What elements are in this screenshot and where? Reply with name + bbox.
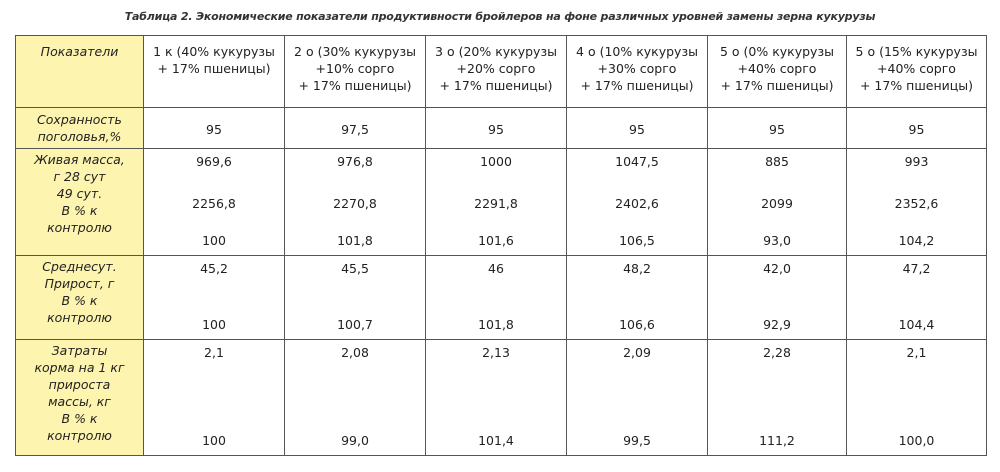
table-row-daily-gain xyxy=(16,256,987,340)
value-cell: 2,08 99,0 xyxy=(285,340,426,456)
value-cell: 97,5 xyxy=(285,108,426,149)
column-header: 2 о (30% кукурузы +10% сорго + 17% пшеницы) xyxy=(285,36,426,108)
value-cell: 976,8 2270,8 101,8 xyxy=(285,149,426,256)
column-header: 4 о (10% кукурузы +30% сорго + 17% пшеницы) xyxy=(567,36,708,108)
value-cell: 95 xyxy=(847,108,987,149)
value-cell: 1047,5 2402,6 106,5 xyxy=(567,149,708,256)
value-cell: 2,09 99,5 xyxy=(567,340,708,456)
table-row-live-weight xyxy=(16,149,987,256)
value-cell: 2,13 101,4 xyxy=(426,340,567,456)
value-cell: 48,2 106,6 xyxy=(567,256,708,340)
value-cell: 42,0 92,9 xyxy=(708,256,847,340)
table-row-feed-cost xyxy=(16,340,987,456)
column-header: 1 к (40% кукурузы + 17% пшеницы) xyxy=(144,36,285,108)
column-header: 3 о (20% кукурузы +20% сорго + 17% пшеницы) xyxy=(426,36,567,108)
column-header: 5 о (0% кукурузы +40% сорго + 17% пшеницы) xyxy=(708,36,847,108)
value-cell: 95 xyxy=(144,108,285,149)
value-cell: 2,28 111,2 xyxy=(708,340,847,456)
value-cell: 45,5 100,7 xyxy=(285,256,426,340)
header-row xyxy=(16,36,987,108)
header-label: Показатели xyxy=(16,36,144,108)
row-label: Затраты корма на 1 кг прироста массы, кг В % к контролю xyxy=(16,340,144,456)
value-cell: 45,2 100 xyxy=(144,256,285,340)
value-cell: 46 101,8 xyxy=(426,256,567,340)
value-cell: 47,2 104,4 xyxy=(847,256,987,340)
value-cell: 969,6 2256,8 100 xyxy=(144,149,285,256)
value-cell: 885 2099 93,0 xyxy=(708,149,847,256)
table-caption: Таблица 2. Экономические показатели продуктивности бройлеров на фоне различных уровней замены зерна кукурузы xyxy=(124,10,876,23)
value-cell: 95 xyxy=(708,108,847,149)
value-cell: 95 xyxy=(426,108,567,149)
row-label: Сохранность поголовья,% xyxy=(16,108,144,149)
column-header: 5 о (15% кукурузы +40% сорго + 17% пшеницы) xyxy=(847,36,987,108)
row-label: Живая масса, г 28 сут 49 сут. В % к контролю xyxy=(16,149,144,256)
value-cell: 993 2352,6 104,2 xyxy=(847,149,987,256)
productivity-table xyxy=(15,35,987,456)
value-cell: 1000 2291,8 101,6 xyxy=(426,149,567,256)
value-cell: 2,1 100,0 xyxy=(847,340,987,456)
value-cell: 2,1 100 xyxy=(144,340,285,456)
row-label: Среднесут. Прирост, г В % к контролю xyxy=(16,256,144,340)
value-cell: 95 xyxy=(567,108,708,149)
table-row-survival xyxy=(16,108,987,149)
